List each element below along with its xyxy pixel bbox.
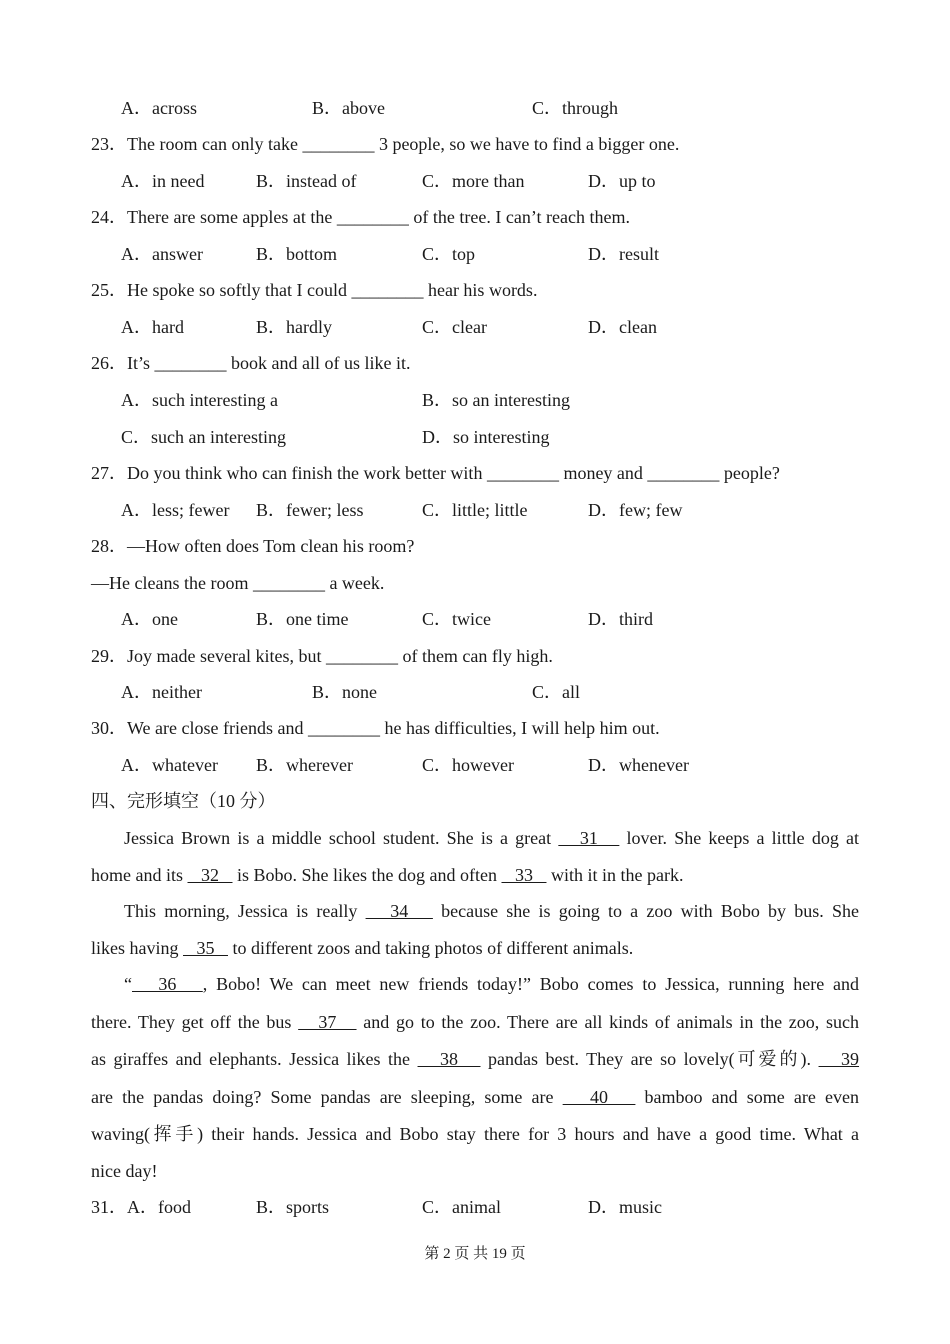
blank-39: 39 [818,1049,860,1069]
q24-option-d: D．result [588,244,659,264]
q29-option-c: C．all [532,682,580,702]
q26-option-a: A．such interesting a [121,390,278,410]
q25-option-a: A．hard [121,317,184,337]
blank-37: 37 [298,1012,357,1032]
q28-stem-question: 28．—How often does Tom clean his room? [91,536,415,556]
q28-option-d: D．third [588,609,653,629]
passage-line-1: Jessica Brown is a middle school student. She is a great 31 lover. She keeps a little dog at [124,828,860,848]
q31-option-a: 31．A．food [91,1197,191,1217]
q24-option-c: C．top [422,244,476,264]
q27-option-c: C．little; little [422,500,528,520]
page-footer: 第 2 页 共 19 页 [424,1246,526,1262]
q26-option-b: B．so an interesting [422,390,570,410]
q24-option-b: B．bottom [256,244,338,264]
q23-stem: 23．The room can only take ________ 3 people, so we have to find a bigger one. [91,134,680,154]
q26-option-c: C．such an interesting [121,427,286,447]
q24-stem: 24．There are some apples at the ________ of the tree. I can’t reach them. [91,207,630,227]
q31-option-b: B．sports [256,1197,330,1217]
q29-option-a: A．neither [121,682,202,702]
q30-option-c: C．however [422,755,514,775]
q22-option-a: A．across [121,98,197,118]
passage-line-2: home and its 32 is Bobo. She likes the dog and often 33 with it in the park. [91,865,684,885]
q26-option-d: D．so interesting [422,427,550,447]
q28-option-c: C．twice [422,609,491,629]
q29-stem: 29．Joy made several kites, but ________ of them can fly high. [91,646,553,666]
q26-stem: 26．It’s ________ book and all of us like it. [91,353,411,373]
q30-option-d: D．whenever [588,755,689,775]
section-heading: 四、完形填空（10 分） [91,791,276,811]
passage-line-7: as giraffes and elephants. Jessica likes the 38 pandas best. They are so lovely(可爱的). 39 [91,1049,860,1069]
passage-line-3: This morning, Jessica is really 34 because she is going to a zoo with Bobo by bus. She [124,901,859,921]
blank-31: 31 [558,828,620,848]
q30-option-a: A．whatever [121,755,218,775]
q28-option-a: A．one [121,609,178,629]
q28-option-b: B．one time [256,609,349,629]
q25-stem: 25．He spoke so softly that I could ________ hear his words. [91,280,538,300]
blank-34: 34 [365,901,433,921]
q25-option-c: C．clear [422,317,487,337]
q27-option-a: A．less; fewer [121,500,230,520]
passage-line-8: are the pandas doing? Some pandas are sleeping, some are 40 bamboo and some are even [91,1087,859,1107]
q31-option-c: C．animal [422,1197,501,1217]
passage-line-4: likes having 35 to different zoos and taking photos of different animals. [91,938,634,958]
passage-line-10: nice day! [91,1161,158,1181]
q25-option-b: B．hardly [256,317,332,337]
q27-option-d: D．few; few [588,500,683,520]
q30-stem: 30．We are close friends and ________ he has difficulties, I will help him out. [91,718,660,738]
blank-33: 33 [501,865,547,885]
passage-line-9: waving(挥手) their hands. Jessica and Bobo stay there for 3 hours and have a good time. What a [91,1124,859,1144]
q23-option-a: A．in need [121,171,205,191]
blank-40: 40 [562,1087,636,1107]
q27-stem: 27．Do you think who can finish the work better with ________ money and ________ people? [91,463,780,483]
q23-option-b: B．instead of [256,171,357,191]
blank-38: 38 [417,1049,481,1069]
q24-option-a: A．answer [121,244,203,264]
blank-32: 32 [187,865,233,885]
q29-option-b: B．none [312,682,377,702]
q25-option-d: D．clean [588,317,657,337]
passage-line-5: “ 36 , Bobo! We can meet new friends today!” Bobo comes to Jessica, running here and [124,974,859,994]
q23-option-d: D．up to [588,171,656,191]
q30-option-b: B．wherever [256,755,353,775]
q23-option-c: C．more than [422,171,525,191]
q27-option-b: B．fewer; less [256,500,364,520]
q28-stem-answer: —He cleans the room ________ a week. [91,573,385,593]
q22-option-c: C．through [532,98,619,118]
passage-line-6: there. They get off the bus 37 and go to the zoo. There are all kinds of animals in the zoo, such [91,1012,859,1032]
q31-option-d: D．music [588,1197,662,1217]
blank-36: 36 [132,974,203,994]
q22-option-b: B．above [312,98,385,118]
blank-35: 35 [183,938,228,958]
